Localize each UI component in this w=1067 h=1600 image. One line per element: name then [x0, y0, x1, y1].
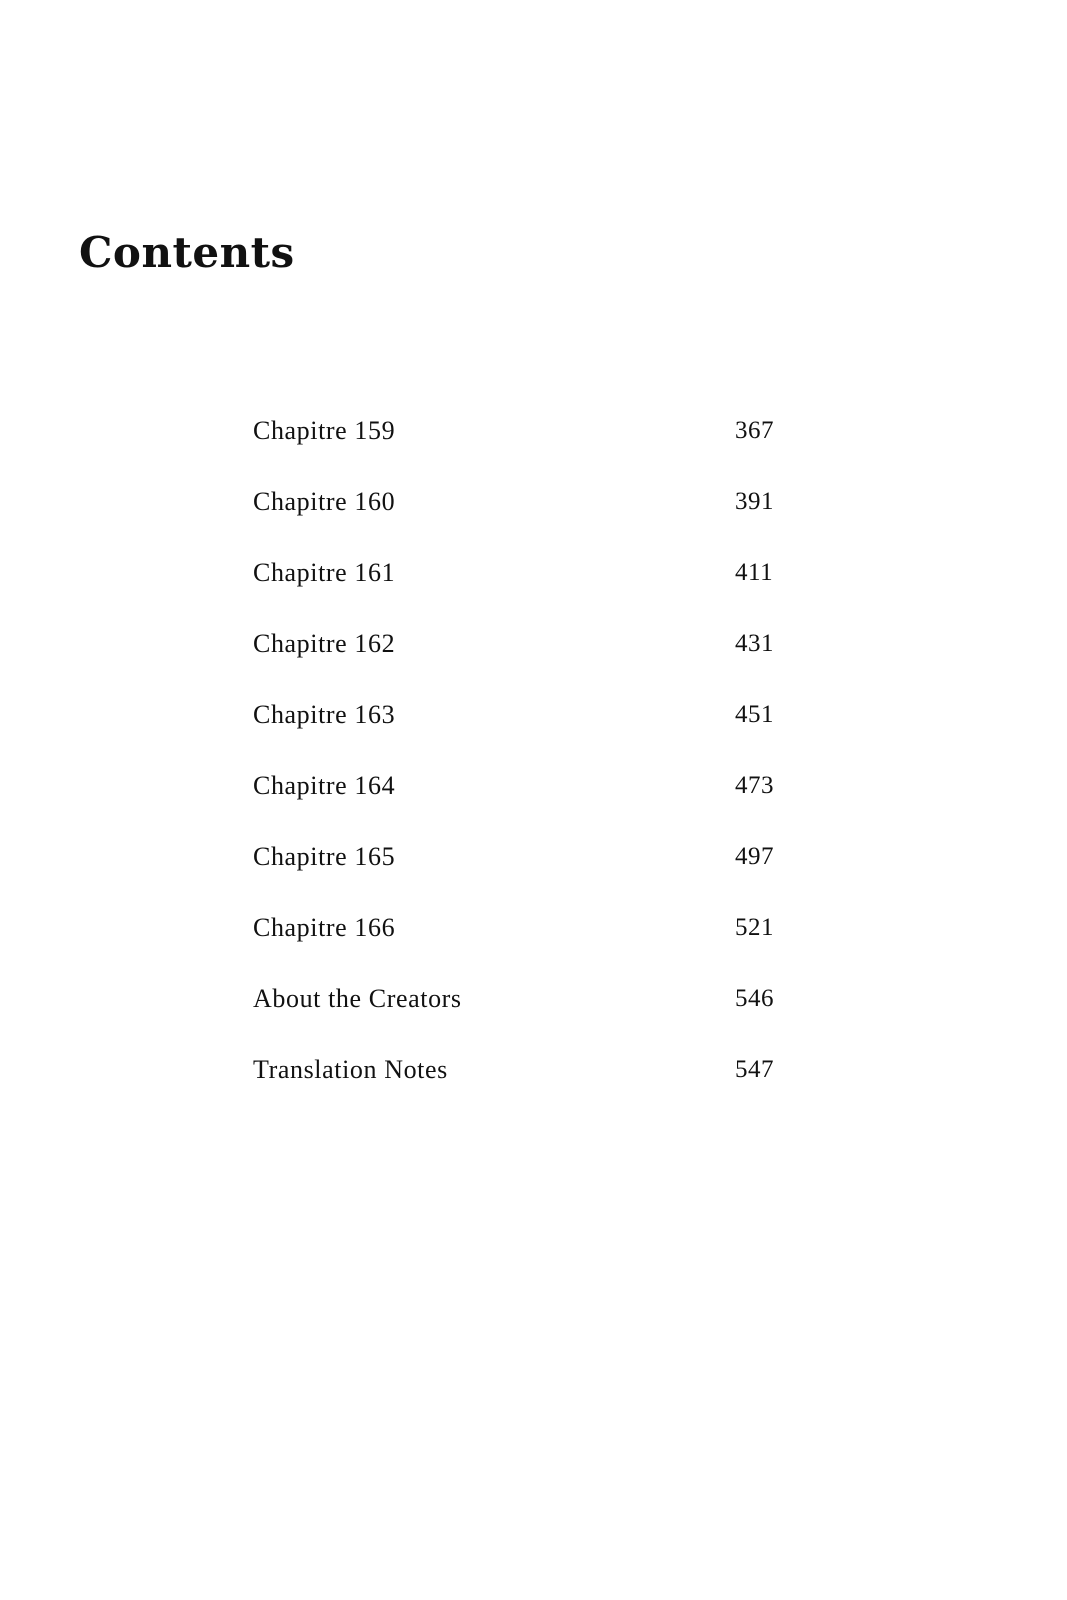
toc-entry-label: Translation Notes	[253, 1055, 448, 1084]
toc-entry-label: Chapitre 166	[253, 913, 396, 942]
toc-entry-label: Chapitre 162	[253, 629, 396, 658]
toc-entry-chapitre-164[interactable]	[253, 773, 783, 844]
toc-entry-chapitre-165[interactable]	[253, 844, 783, 915]
toc-entry-chapitre-163[interactable]	[253, 702, 783, 773]
page-title: Contents	[79, 228, 295, 277]
toc-entry-page-number: 391	[735, 488, 774, 515]
toc-entry-page-number: 367	[735, 417, 774, 444]
toc-entry-page-number: 431	[735, 630, 774, 657]
toc-entry-label: Chapitre 160	[253, 487, 396, 516]
toc-entry-label: Chapitre 159	[253, 416, 396, 445]
toc-entry-page-number: 497	[735, 843, 774, 870]
toc-entry-label: Chapitre 164	[253, 771, 396, 800]
toc-entry-page-number: 451	[735, 701, 774, 728]
toc-entry-label: Chapitre 161	[253, 558, 396, 587]
toc-entry-chapitre-160[interactable]	[253, 489, 783, 560]
toc-entry-chapitre-161[interactable]	[253, 560, 783, 631]
toc-entry-label: About the Creators	[253, 984, 462, 1013]
toc-entry-label: Chapitre 163	[253, 700, 396, 729]
toc-entry-page-number: 521	[735, 914, 774, 941]
toc-entry-page-number: 547	[735, 1056, 774, 1083]
toc-entry-page-number: 473	[735, 772, 774, 799]
toc-entry-chapitre-159[interactable]	[253, 418, 783, 489]
toc-entry-about-the-creators[interactable]	[253, 986, 783, 1057]
toc-entry-page-number: 546	[735, 985, 774, 1012]
toc-entry-translation-notes[interactable]	[253, 1057, 783, 1128]
toc-entry-chapitre-162[interactable]	[253, 631, 783, 702]
toc-entry-label: Chapitre 165	[253, 842, 396, 871]
toc-entry-page-number: 411	[735, 559, 774, 586]
toc-entry-chapitre-166[interactable]	[253, 915, 783, 986]
table-of-contents	[253, 418, 783, 1128]
